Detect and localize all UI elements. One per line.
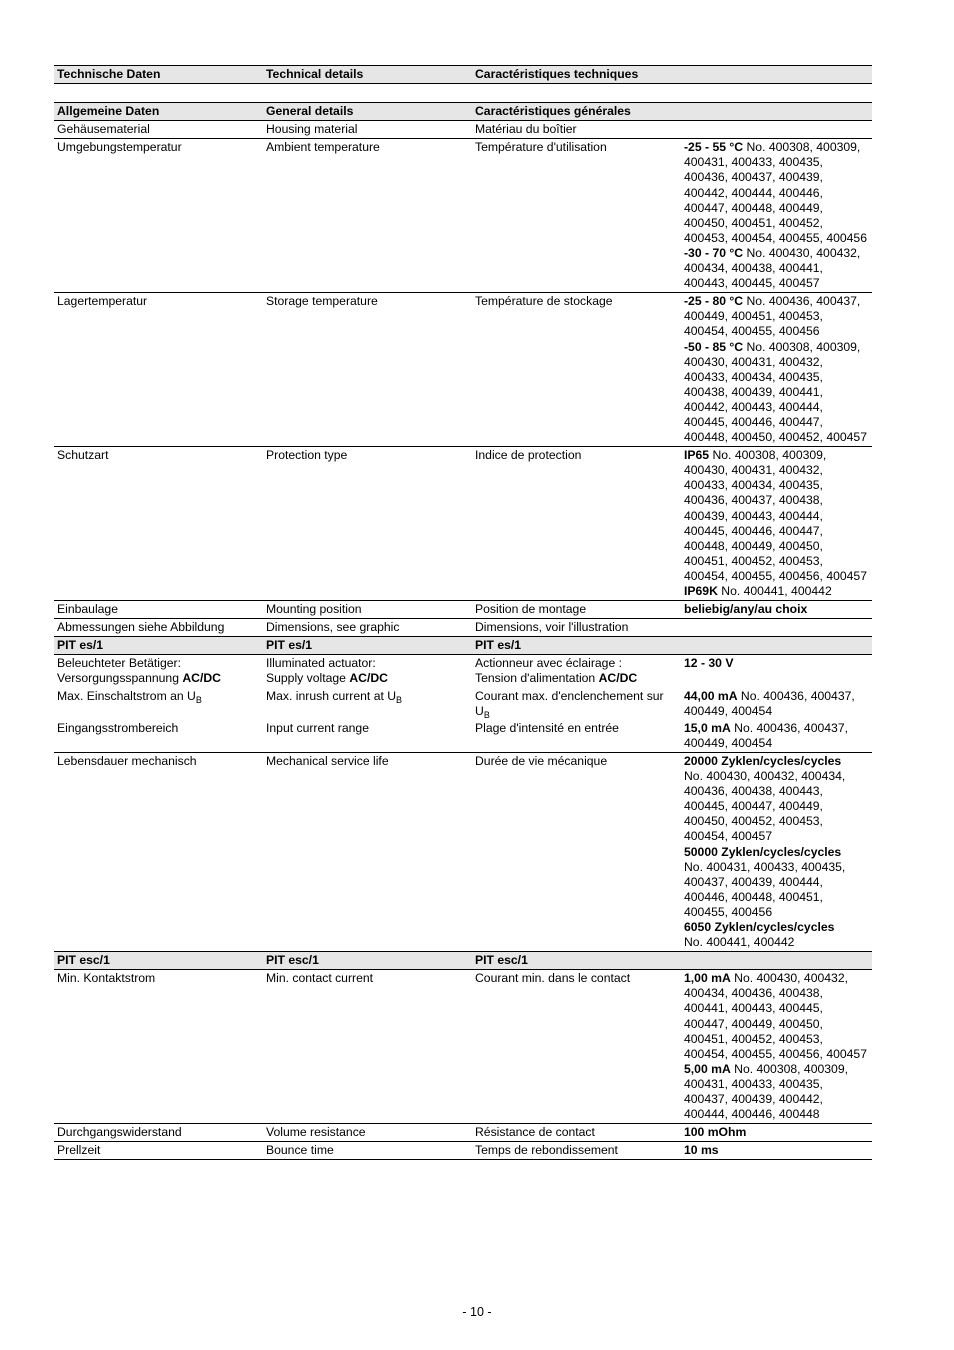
actuator-de: Beleuchteter Betätiger: Versorgungsspannung AC/DC <box>57 656 221 686</box>
ambient-value <box>681 139 872 292</box>
table-row-protection <box>54 447 872 601</box>
input-en: Input current range <box>266 720 369 735</box>
resistance-de: Durchgangswiderstand <box>57 1125 182 1140</box>
table-row-housing <box>54 121 872 139</box>
table-header-row <box>54 65 872 84</box>
storage-range-2: -50 - 85 °C <box>684 339 744 354</box>
dimensions-en: Dimensions, see graphic <box>266 620 400 635</box>
protection-fr: Indice de protection <box>475 448 582 463</box>
header-de: Technische Daten <box>57 67 161 81</box>
table-row-actuator <box>54 655 872 687</box>
ambient-en: Ambient temperature <box>266 140 380 155</box>
es1-header-row <box>54 637 872 655</box>
table-row-bounce <box>54 1142 872 1160</box>
input-fr: Plage d'intensité en entrée <box>475 720 619 735</box>
mech-en: Mechanical service life <box>266 753 389 768</box>
table-row-ambient <box>54 139 872 293</box>
esc1-header-fr: PIT esc/1 <box>475 953 528 968</box>
protection-en: Protection type <box>266 448 348 463</box>
bounce-en: Bounce time <box>266 1143 334 1158</box>
mounting-en: Mounting position <box>266 602 362 617</box>
resistance-en: Volume resistance <box>266 1125 366 1140</box>
page-number: - 10 - <box>462 1305 492 1319</box>
storage-list-2: No. 400308, 400309, 400430, 400431, 400432, 400433, 400434, 400435, 400438, 400439, 400441, 400442, 400443, 400444, 400445, 400446, 400447, 400448, 400450, 400452, 400457 <box>684 339 867 445</box>
housing-en: Housing material <box>266 122 358 137</box>
table-row-dimensions <box>54 619 872 637</box>
table-row-inrush <box>54 688 872 720</box>
housing-de: Gehäusematerial <box>57 122 150 137</box>
inrush-en: Max. inrush current at $U_B$ <box>266 688 403 705</box>
resistance-fr: Résistance de contact <box>475 1125 595 1140</box>
actuator-fr: Actionneur avec éclairage : Tension d'alimentation AC/DC <box>475 656 638 686</box>
storage-en: Storage temperature <box>266 294 378 309</box>
es1-header-fr: PIT es/1 <box>475 638 522 653</box>
header-en: Technical details <box>266 67 364 81</box>
dimensions-fr: Dimensions, voir l'illustration <box>475 620 629 635</box>
es1-header-de: PIT es/1 <box>57 638 104 653</box>
header-fr: Caractéristiques techniques <box>475 67 639 81</box>
ambient-de: Umgebungstemperatur <box>57 140 182 155</box>
protection-de: Schutzart <box>57 448 109 463</box>
mounting-value: beliebig/any/au choix <box>684 602 808 617</box>
ambient-range-2: -30 - 70 °C <box>684 245 744 260</box>
ambient-range-1: -25 - 55 °C <box>684 140 744 155</box>
input-value: 15,0 mA No. 400436, 400437, 400449, 400454 <box>684 720 848 750</box>
mincurrent-de: Min. Kontaktstrom <box>57 971 156 986</box>
header-value <box>681 66 872 83</box>
general-header-de: Allgemeine Daten <box>57 104 160 119</box>
table-row-mechanical-life <box>54 753 872 952</box>
ambient-list-2: No. 400430, 400432, 400434, 400438, 400441, 400443, 400445, 400457 <box>684 245 861 291</box>
table-row-min-current <box>54 970 872 1124</box>
mech-value: 20000 Zyklen/cycles/cycles No. 400430, 400432, 400434, 400436, 400438, 400443, 400445, 400447, 400449, 400450, 400452, 400453, 400454, 400457 50000 Zyklen/cycles/cycles No. 400431, 400433, 400435, 400437, 400439, 400444, 400446, 400448, 400451, 400455, 400456 6050 Zyklen/cycles/cycles No. 400441, 400442 <box>684 753 846 950</box>
bounce-value: 10 ms <box>684 1143 719 1158</box>
protection-class-1: IP65 <box>684 448 710 463</box>
mincurrent-fr: Courant min. dans le contact <box>475 971 631 986</box>
storage-list-1: No. 400436, 400437, 400449, 400451, 400453, 400454, 400455, 400456 <box>684 294 861 339</box>
mincurrent-en: Min. contact current <box>266 971 374 986</box>
technical-data-table <box>54 65 872 1160</box>
ambient-fr: Température d'utilisation <box>475 140 607 155</box>
general-header-row <box>54 103 872 121</box>
table-row-input-current <box>54 720 872 753</box>
spacer-row <box>54 84 872 103</box>
actuator-en: Illuminated actuator: Supply voltage AC/DC <box>266 656 388 686</box>
mounting-fr: Position de montage <box>475 602 587 617</box>
protection-class-2: IP69K <box>684 584 718 598</box>
actuator-value: 12 - 30 V <box>684 656 734 671</box>
table-row-resistance <box>54 1124 872 1142</box>
table-row-mounting <box>54 601 872 619</box>
mincurrent-value: 1,00 mA No. 400430, 400432, 400434, 400436, 400438, 400441, 400443, 400445, 400447, 400449, 400450, 400451, 400452, 400453, 400454, 400455, 400456, 400457 5,00 mA No. 400308, 400309, 400431, 400433, 400435, 400437, 400439, 400442, 400444, 400446, 400448 <box>684 971 867 1122</box>
general-header-fr: Caractéristiques générales <box>475 104 631 119</box>
inrush-value: 44,00 mA No. 400436, 400437, 400449, 400454 <box>684 688 855 718</box>
bounce-de: Prellzeit <box>57 1143 101 1158</box>
storage-fr: Température de stockage <box>475 294 613 309</box>
inrush-de: Max. Einschaltstrom an $U_B$ <box>57 688 202 705</box>
bounce-fr: Temps de rebondissement <box>475 1143 618 1158</box>
input-de: Eingangsstrombereich <box>57 720 179 735</box>
mounting-de: Einbaulage <box>57 602 118 617</box>
protection-list-1: No. 400308, 400309, 400430, 400431, 400432, 400433, 400434, 400435, 400436, 400437, 400438, 400439, 400443, 400444, 400445, 400446, 400447, 400448, 400449, 400450, 400451, 400452, 400453, 400454, 400455, 400456, 400457 <box>684 448 867 583</box>
protection-list-2: No. 400441, 400442 <box>717 584 832 598</box>
storage-value <box>681 293 872 446</box>
inrush-fr: Courant max. d'enclenchement sur $U_B$ <box>475 688 664 720</box>
resistance-value: 100 mOhm <box>684 1125 747 1140</box>
esc1-header-de: PIT esc/1 <box>57 953 110 968</box>
storage-range-1: -25 - 80 °C <box>684 294 744 309</box>
mech-fr: Durée de vie mécanique <box>475 753 608 768</box>
protection-value <box>681 447 872 600</box>
housing-fr: Matériau du boîtier <box>475 122 577 137</box>
esc1-header-en: PIT esc/1 <box>266 953 319 968</box>
esc1-header-row <box>54 952 872 970</box>
storage-de: Lagertemperatur <box>57 294 148 309</box>
table-row-storage <box>54 293 872 447</box>
dimensions-de: Abmessungen siehe Abbildung <box>57 620 225 635</box>
mech-de: Lebensdauer mechanisch <box>57 753 197 768</box>
ambient-list-1: No. 400308, 400309, 400431, 400433, 400435, 400436, 400437, 400439, 400442, 400444, 400446, 400447, 400448, 400449, 400450, 400451, 400452, 400453, 400454, 400455, 400456 <box>684 140 867 245</box>
es1-header-en: PIT es/1 <box>266 638 313 653</box>
general-header-en: General details <box>266 104 354 119</box>
